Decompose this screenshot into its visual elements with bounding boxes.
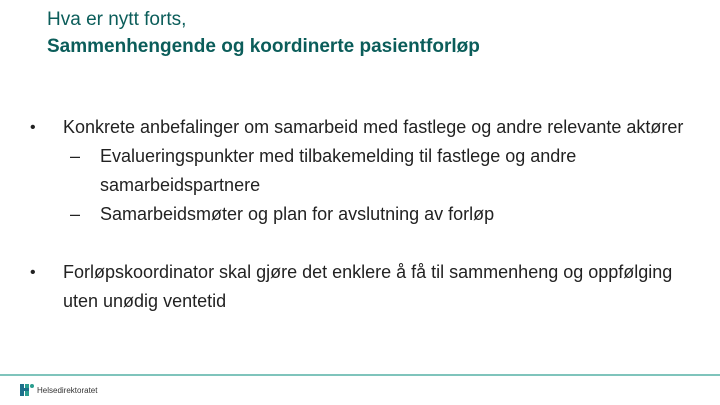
slide-body xyxy=(30,113,700,316)
sub-bullet-text: Samarbeidsmøter og plan for avslutning av forløp xyxy=(100,204,495,224)
footer-divider xyxy=(0,374,720,376)
sub-bullet-item xyxy=(30,142,700,200)
bullet-symbol: • xyxy=(30,264,36,281)
sub-bullet-item xyxy=(30,200,700,229)
bullet-item xyxy=(30,258,700,316)
title-line-1: Hva er nytt forts, xyxy=(47,9,187,30)
footer-logo xyxy=(20,383,97,397)
bullet-text: Konkrete anbefalinger om samarbeid med fastlege og andre relevante aktører xyxy=(63,117,684,137)
slide-title xyxy=(47,6,480,60)
dash-symbol: – xyxy=(70,146,81,166)
title-line-2: Sammenhengende og koordinerte pasientforløp xyxy=(47,36,480,57)
dash-symbol: – xyxy=(70,204,81,224)
helsedirektoratet-logo-icon xyxy=(20,383,34,397)
bullet-item xyxy=(30,113,700,142)
bullet-symbol: • xyxy=(30,119,36,136)
spacer xyxy=(30,229,700,258)
sub-bullet-text: Evalueringspunkter med tilbakemelding til fastlege og andre samarbeidspartnere xyxy=(100,146,577,195)
bullet-text: Forløpskoordinator skal gjøre det enklere å få til sammenheng og oppfølging uten unødig ventetid xyxy=(63,262,673,311)
logo-text: Helsedirektoratet xyxy=(37,385,98,395)
